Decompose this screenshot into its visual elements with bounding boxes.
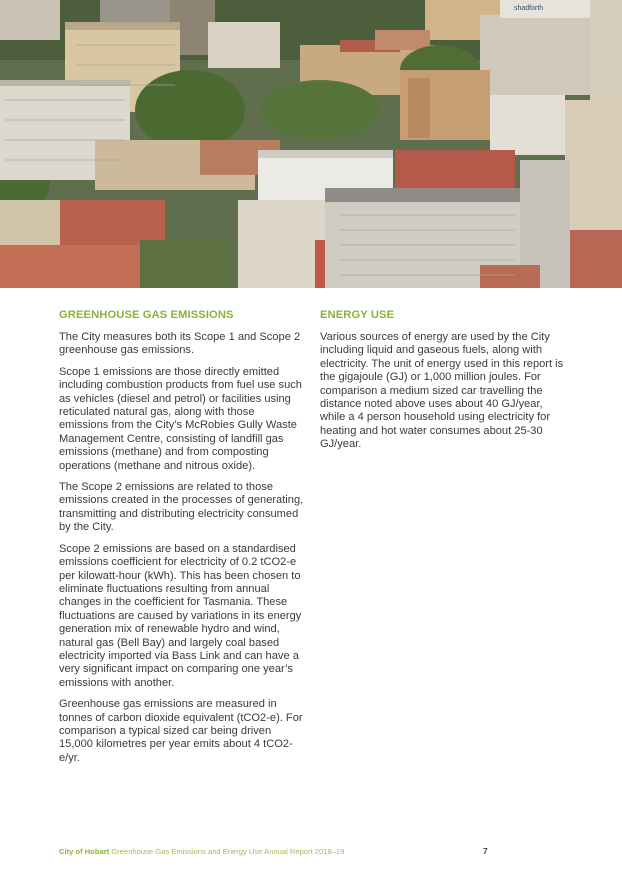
footer-title: Greenhouse Gas Emissions and Energy Use Annual Report 2018–19 xyxy=(111,847,345,856)
footer xyxy=(59,847,499,856)
heading-greenhouse-gas-emissions: GREENHOUSE GAS EMISSIONS xyxy=(59,309,234,321)
left-column xyxy=(59,309,305,773)
paragraph: Greenhouse gas emissions are measured in tonnes of carbon dioxide equivalent (tCO2-e). For comparison a typical sized car being driven 15,000 kilometres per year emits about 4 tCO2-e/yr. xyxy=(59,698,303,764)
paragraph: Scope 1 emissions are those directly emitted including combustion products from fuel use such as vehicles (diesel and petrol) or facilities using reticulated natural gas, along with those emissions from the City’s McRobies Gully Waste Management Centre, consisting of landfill gas emissions (methane) and from composting operations (methane and nitrous oxide). xyxy=(59,365,302,472)
paragraph: Scope 2 emissions are based on a standardised emissions coefficient for electricity of 0.2 tCO2-e per kilowatt-hour (kWh). This has been chosen to eliminate fluctuations resulting from annual changes in the coefficient for Tasmania. These fluctuations are caused by variations in its energy generation mix of renewable hydro and wind, natural gas (Bell Bay) and largely coal based electricity imported via Bass Link and can have a very significant impact on comparing one year’s emissions with another. xyxy=(59,542,302,689)
paragraph: Various sources of energy are used by the City including liquid and gaseous fuels, along with electricity. The unit of energy used in this report is the gigajoule (GJ) or 1,000 million joules. For comparison a medium sized car travelling the distance noted above uses about 40 GJ/year, while a 4 person household using electricity for heating and hot water consumes about 25-30 GJ/year. xyxy=(320,331,564,451)
paragraph: The Scope 2 emissions are related to those emissions created in the processes of generating, transmitting and distributing electricity consumed by the City. xyxy=(59,481,304,534)
footer-org: City of Hobart xyxy=(59,847,110,856)
shadforth-sign: shadforth xyxy=(514,5,544,12)
city-aerial-photo xyxy=(0,0,622,288)
page-number: 7 xyxy=(483,846,488,856)
right-column xyxy=(320,309,566,460)
paragraph: The City measures both its Scope 1 and Scope 2 greenhouse gas emissions. xyxy=(59,331,301,357)
heading-energy-use: ENERGY USE xyxy=(320,309,395,321)
